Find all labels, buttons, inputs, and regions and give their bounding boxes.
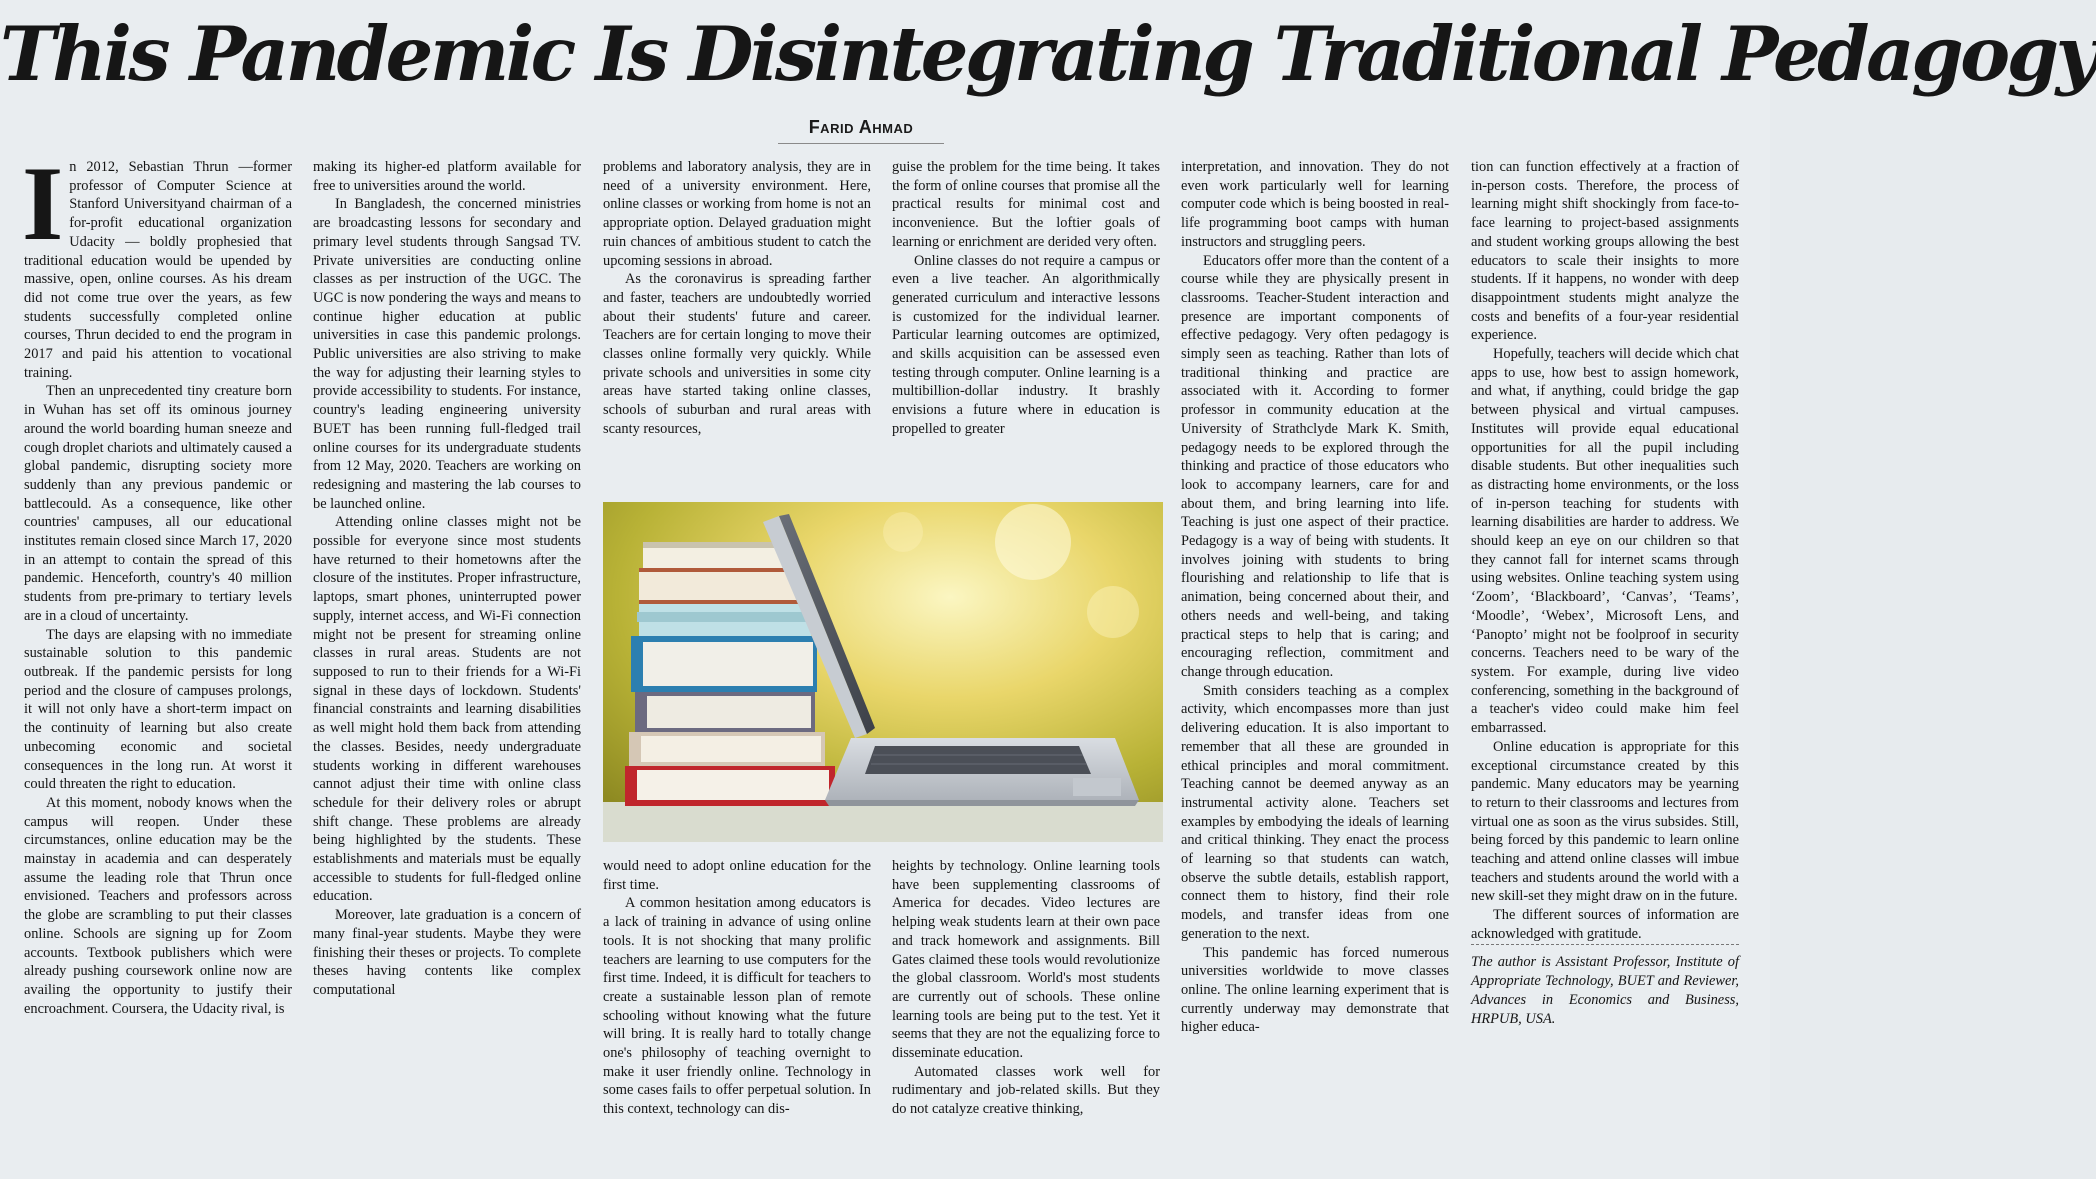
column-2 xyxy=(313,158,581,1000)
col5-paragraph-3: Smith considers teaching as a complex activity, which encompasses more than just delivering education. It is also important to remember that all these are grounded in ethical principles and moral commitment. Teaching cannot be deemed anyway as an instrumental activity alone. Teachers set examples by embodying the ideals of learning and critical thinking. They enact the process of learning so that students can watch, observe the subtle details, establish rapport, connect them to history, find their role models, and transfer ideas from one generation to the next. xyxy=(1181,682,1449,942)
column-1 xyxy=(22,145,292,1018)
col1-paragraph-1 xyxy=(22,145,292,382)
books-laptop-illustration xyxy=(603,502,1163,842)
author-bio: The author is Assistant Professor, Institute of Appropriate Technology, BUET and Reviewer, Advances in Economics and Business, HRPUB, USA. xyxy=(1471,944,1739,1029)
column-5 xyxy=(1181,158,1449,1037)
col1-paragraph-3: The days are elapsing with no immediate sustainable solution to this pandemic outbreak. If the pandemic persists for long period and the closure of campuses prolongs, it will not only have a short-term impact on the continuity of learning but also create unbecoming economic and societal consequences in the long run. At worst it could threaten the right to education. xyxy=(24,626,292,793)
col4b-paragraph-1: heights by technology. Online learning tools have been supplementing classrooms of America for decades. Video lectures are helping weak students learn at their own pace and track homework and assignments. Bill Gates claimed these tools would revolutionize the global classroom. World's most students are currently out of schools. These online learning tools are being put to the test. Yet it seems that they are not the equalizing force to disseminate education. xyxy=(892,858,1160,1062)
col6-paragraph-2: Hopefully, teachers will decide which chat apps to use, how best to assign homework, and what, if anything, could bridge the gap between physical and virtual campuses. Institutes will provide equal educational opportunities for all the pupil including disable students. But other inequalities such as distracting home environments, or the loss of in-person teaching for students with learning disabilities are harder to address. We should keep an eye on our children so that they cannot fall for internet scams through using websites. Online teaching system using ‘Zoom’, ‘Blackboard’, ‘Canvas’, ‘Teams’, ‘Moodle’, ‘Webex’, Microsoft Lens, and ‘Panopto’ might not be foolproof in security concerns. Teachers need to be wary of the system. For example, during live video conferencing, something in the background of a teacher's video could make him feel embarrassed. xyxy=(1471,346,1739,737)
col6-paragraph-1: tion can function effectively at a fraction of in-person costs. Therefore, the process of learning might shift shockingly from face-to-face learning to project-based assignments and student working groups allowing the best educators to scale their insights to more students. If it happens, no wonder with deep disappointment students might analyze the costs and benefits of a four-year residential experience. xyxy=(1471,159,1739,344)
col4a-paragraph-2: Online classes do not require a campus or even a live teacher. An algorithmically generated curriculum and interactive lessons is customized for the individual learner. Particular learning outcomes are optimized, and skills acquisition can be assessed even testing through computer. Online learning is a multibillion-dollar industry. It brashly envisions a future where in education is propelled to greater xyxy=(892,252,1160,437)
col4b-paragraph-2: Automated classes work well for rudimentary and job-related skills. But they do not catalyze creative thinking, xyxy=(892,1063,1160,1118)
col2-paragraph-3: Attending online classes might not be possible for everyone since most students have returned to their hometowns after the closure of the institutes. Proper infrastructure, laptops, smart phones, uninterrupted power supply, internet access, and Wi-Fi connection might not be present for streaming online classes in rural areas. Students are not supposed to run to their friends for a Wi-Fi signal in these days of lockdown. Students' financial constraints and learning disabilities as well might hold them back from attending the classes. Besides, needy undergraduate students working in different warehouses cannot adjust their time with online class schedule for their delivery roles or abrupt shift change. These problems are already being highlighted by the students. These establishments and materials must be equally accessible to students for full-fledged online education. xyxy=(313,514,581,905)
col5-paragraph-2: Educators offer more than the content of a course while they are physically present in classrooms. Teacher-Student interaction and presence are important components of effective pedagogy. Very often pedagogy is simply seen as teaching. Rather than lots of traditional thinking and practice are associated with it. According to former professor in community education at the University of Strathclyde Mark K. Smith, pedagogy needs to be explored through the thinking and practice of those educators who look to accompany learners, care for and about them, and bring learning into life. Teaching is just one aspect of their practice. Pedagogy is a way of being with students. It involves joining with students to bring flourishing and relationship to life that is animation, being concerned about their, and others needs and well-being, and taking practical steps to help that is caring; and encouraging reflection, commitment and change through education. xyxy=(1181,252,1449,680)
col2-paragraph-2: In Bangladesh, the concerned ministries are broadcasting lessons for secondary and primary level students through Sangsad TV. Private universities are conducting online classes as per instruction of the UGC. The UGC is now pondering the ways and means to continue higher education at public universities in case this pandemic prolongs. Public universities are also striving to make the way for adjusting their learning styles to provide accessibility to students. For instance, country's leading engineering university BUET has been running full-fledged trail online courses for its undergraduate students from 12 May, 2020. Teachers are working on redesigning and mastering the lab courses to be launched online. xyxy=(313,196,581,512)
column-3-top xyxy=(603,158,871,439)
col1-paragraph-2: Then an unprecedented tiny creature born in Wuhan has set off its ominous journey around the world boarding human sneeze and cough droplet chariots and ultimately caused a global pandemic, disrupting society more suddenly than any previous pandemic or battlecould. As a consequence, like other countries' campuses, all our educational institutes remain closed since March 17, 2020 in an attempt to contain the spread of this pandemic. Henceforth, country's 40 million students from pre-primary to tertiary levels are in a cloud of uncertainty. xyxy=(24,383,292,624)
col3a-paragraph-1: problems and laboratory analysis, they are in need of a university environment. Here, online classes or working from home is not an appropriate option. Delayed graduation might ruin chances of ambitious student to catch the upcoming sessions in abroad. xyxy=(603,159,871,269)
byline: Farid Ahmad xyxy=(778,114,944,144)
col4a-paragraph-1: guise the problem for the time being. It takes the form of online courses that promise all the practical results for minimal cost and inconvenience. But the loftier goals of learning or enrichment are derided very often. xyxy=(892,159,1160,250)
column-6 xyxy=(1471,158,1739,1029)
col1-paragraph-4: At this moment, nobody knows when the campus will reopen. Under these circumstances, online education may be the mainstay in academia and can desperately assume the leading role that Thrun once envisioned. Teachers and professors across the globe are scrambling to put their classes online. Schools are signing up for Zoom accounts. Textbook publishers which were already pushing coursework online now are availing the opportunity to justify their encroachment. Coursera, the Udacity rival, is xyxy=(24,794,292,1017)
col3a-paragraph-2: As the coronavirus is spreading farther and faster, teachers are undoubtedly worried about their students' future and career. Teachers are for certain longing to move their classes online formally very quickly. While private schools and universities in some city areas have started taking online classes, schools of suburban and rural areas with scanty resources, xyxy=(603,271,871,437)
column-4-top xyxy=(892,158,1160,439)
books-laptop-photo xyxy=(603,502,1163,842)
col3b-paragraph-1: would need to adopt online education for the first time. xyxy=(603,858,871,893)
col6-paragraph-3: Online education is appropriate for this exceptional circumstance created by this pandemic. Many educators may be yearning to return to their classrooms and lectures from virtual one as soon as the virus subsides. Still, being forced by this pandemic to learn online teaching and attend online classes will imbue teachers and students around the world with a new skill-set they might draw on in the future. xyxy=(1471,738,1739,905)
column-3-bottom xyxy=(603,857,871,1119)
drop-cap: I xyxy=(22,145,64,262)
col2-paragraph-1: making its higher-ed platform available for free to universities around the world. xyxy=(313,159,581,194)
col1-paragraph-1-text: n 2012, Sebastian Thrun —former professor of Computer Science at Stanford Universityand chairman of a for-profit educational organization Udacity — boldly prophesied that traditional education would be upended by massive, open, online courses. As his dream did not come true over the years, as few students successfully completed online courses, Thrun decided to end the program in 2017 and paid his attention to vocational training. xyxy=(24,159,292,381)
col5-paragraph-1: interpretation, and innovation. They do not even work particularly well for learning computer code which is being boosted in real-life programming boot camps with human instructors and struggling peers. xyxy=(1181,159,1449,250)
col3b-paragraph-2: A common hesitation among educators is a lack of training in advance of using online tools. It is not shocking that many prolific teachers are learning to use computers for the first time. Indeed, it is difficult for teachers to create a sustainable lesson plan of remote schooling without knowing what the future will bring. It is really hard to totally change one's philosophy of teaching overnight to make it user friendly online. Technology in some cases fails to offer perpetual solution. In this context, technology can dis- xyxy=(603,895,871,1118)
col2-paragraph-4: Moreover, late graduation is a concern of many final-year students. Maybe they were finishing their theses or projects. To complete theses having contents like complex computational xyxy=(313,907,581,998)
column-4-bottom xyxy=(892,857,1160,1119)
headline: This Pandemic Is Disintegrating Traditional Pedagogy xyxy=(0,10,2096,98)
col6-paragraph-4: The different sources of information are acknowledged with gratitude. xyxy=(1471,907,1739,942)
col5-paragraph-4: This pandemic has forced numerous universities worldwide to move classes online. The online learning experiment that is currently underway may demonstrate that higher educa- xyxy=(1181,944,1449,1036)
